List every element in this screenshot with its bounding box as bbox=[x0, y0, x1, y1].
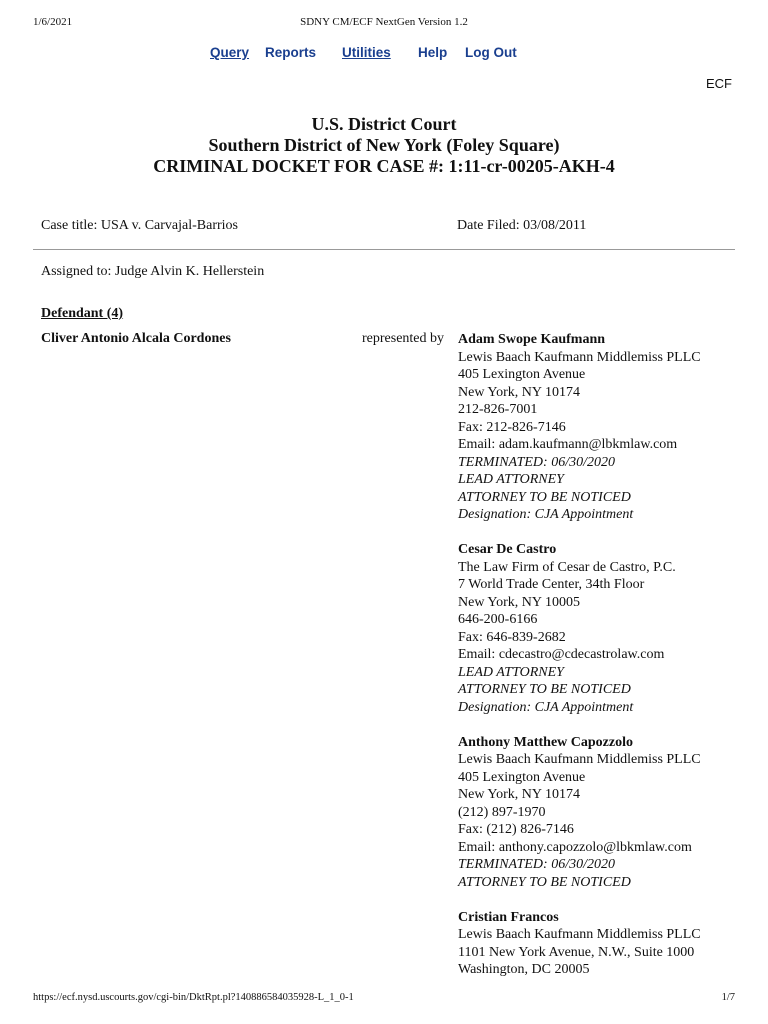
case-title: Case title: USA v. Carvajal-Barrios bbox=[41, 218, 238, 233]
attorney-detail: Fax: 646-839-2682 bbox=[458, 629, 566, 645]
attorney-entry bbox=[458, 734, 748, 892]
court-name: U.S. District Court bbox=[311, 114, 457, 134]
attorney-detail: Lewis Baach Kaufmann Middlemiss PLLC bbox=[458, 927, 701, 942]
attorney-detail: (212) 897-1970 bbox=[458, 804, 546, 820]
attorney-status: ATTORNEY TO BE NOTICED bbox=[458, 874, 631, 890]
assigned-judge: Assigned to: Judge Alvin K. Hellerstein bbox=[41, 264, 265, 279]
page-number: 1/7 bbox=[721, 992, 735, 1003]
print-url: https://ecf.nysd.uscourts.gov/cgi-bin/DktRpt.pl?140886584035928-L_1_0-1 bbox=[33, 992, 354, 1003]
court-heading bbox=[0, 114, 768, 177]
attorney-status: Designation: CJA Appointment bbox=[458, 507, 634, 522]
attorney-detail: Fax: 212-826-7146 bbox=[458, 419, 566, 435]
attorney-status: LEAD ATTORNEY bbox=[458, 472, 564, 487]
attorney-name: Adam Swope Kaufmann bbox=[458, 332, 606, 347]
nav-query[interactable]: Query bbox=[210, 45, 250, 60]
attorney-detail: 405 Lexington Avenue bbox=[458, 367, 586, 382]
attorney-status: ATTORNEY TO BE NOTICED bbox=[458, 682, 631, 697]
attorney-status: Designation: CJA Appointment bbox=[458, 699, 634, 715]
attorney-entry bbox=[458, 541, 748, 716]
attorney-detail: New York, NY 10174 bbox=[458, 384, 580, 400]
attorney-name: Cristian Francos bbox=[458, 909, 559, 925]
attorney-detail: 405 Lexington Avenue bbox=[458, 769, 586, 785]
attorney-status: LEAD ATTORNEY bbox=[458, 664, 564, 680]
represented-by-label: represented by bbox=[362, 331, 445, 346]
attorney-detail: Lewis Baach Kaufmann Middlemiss PLLC bbox=[458, 349, 701, 365]
attorney-detail: New York, NY 10005 bbox=[458, 594, 580, 610]
defendant-name: Cliver Antonio Alcala Cordones bbox=[41, 331, 231, 346]
attorney-name: Anthony Matthew Capozzolo bbox=[458, 734, 633, 750]
docket-title: CRIMINAL DOCKET FOR CASE #: 1:11-cr-00205-AKH-4 bbox=[153, 156, 615, 176]
top-nav bbox=[0, 45, 768, 65]
attorney-detail: Email: cdecastro@cdecastrolaw.com bbox=[458, 647, 665, 662]
attorney-detail: Fax: (212) 826-7146 bbox=[458, 822, 574, 837]
court-district: Southern District of New York (Foley Square) bbox=[208, 135, 560, 155]
divider bbox=[33, 249, 735, 250]
nav-utilities[interactable]: Utilities bbox=[342, 45, 391, 60]
defendant-heading: Defendant (4) bbox=[41, 306, 124, 321]
attorney-detail: Email: anthony.capozzolo@lbkmlaw.com bbox=[458, 839, 692, 855]
attorney-detail: The Law Firm of Cesar de Castro, P.C. bbox=[458, 559, 676, 575]
attorney-detail: Washington, DC 20005 bbox=[458, 962, 590, 977]
attorney-entry bbox=[458, 331, 748, 524]
attorney-detail: New York, NY 10174 bbox=[458, 787, 580, 802]
attorney-detail: Email: adam.kaufmann@lbkmlaw.com bbox=[458, 437, 678, 452]
nav-help[interactable]: Help bbox=[418, 45, 448, 60]
attorney-status: TERMINATED: 06/30/2020 bbox=[458, 454, 615, 470]
attorney-entry bbox=[458, 909, 748, 979]
attorney-list bbox=[458, 331, 748, 996]
attorney-detail: Lewis Baach Kaufmann Middlemiss PLLC bbox=[458, 752, 701, 767]
attorney-name: Cesar De Castro bbox=[458, 542, 557, 557]
attorney-detail: 1101 New York Avenue, N.W., Suite 1000 bbox=[458, 944, 695, 960]
print-title: SDNY CM/ECF NextGen Version 1.2 bbox=[300, 16, 468, 28]
nav-logout[interactable]: Log Out bbox=[465, 45, 517, 60]
print-date: 1/6/2021 bbox=[33, 16, 73, 28]
attorney-detail: 646-200-6166 bbox=[458, 612, 538, 627]
nav-reports[interactable]: Reports bbox=[265, 45, 317, 60]
attorney-detail: 7 World Trade Center, 34th Floor bbox=[458, 577, 645, 592]
attorney-status: TERMINATED: 06/30/2020 bbox=[458, 857, 615, 872]
date-filed: Date Filed: 03/08/2011 bbox=[457, 218, 587, 233]
ecf-label: ECF bbox=[706, 76, 732, 91]
attorney-detail: 212-826-7001 bbox=[458, 402, 538, 417]
attorney-status: ATTORNEY TO BE NOTICED bbox=[458, 489, 631, 505]
